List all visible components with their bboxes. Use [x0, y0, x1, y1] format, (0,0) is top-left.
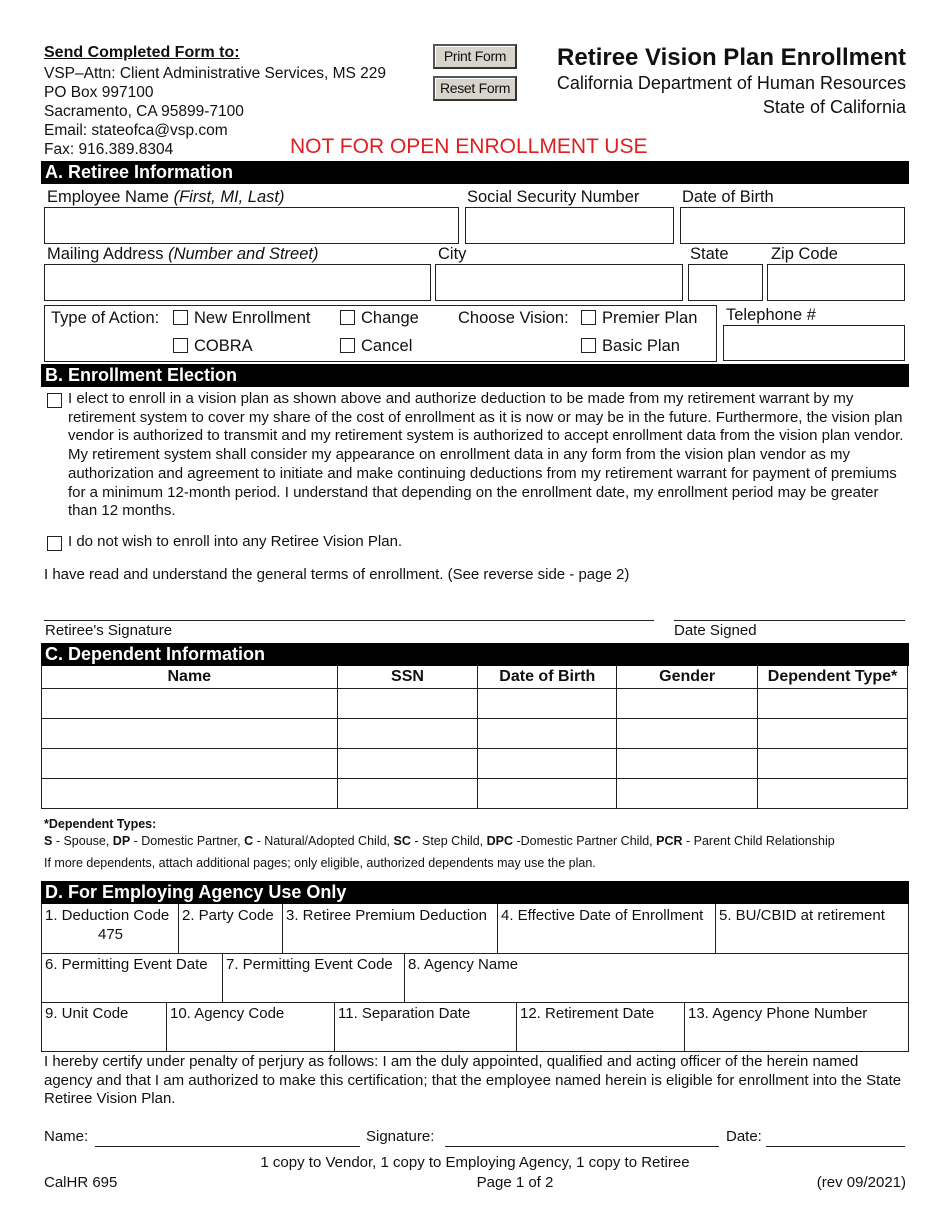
dep-ssn-cell[interactable]: [337, 718, 478, 748]
basic-plan-option[interactable]: Basic Plan: [581, 337, 680, 356]
col-dob: Date of Birth: [478, 666, 617, 688]
section-c-header: C. Dependent Information: [41, 643, 909, 666]
zip-field[interactable]: [767, 264, 905, 301]
copy-distribution: 1 copy to Vendor, 1 copy to Employing Agency, 1 copy to Retiree: [260, 1154, 690, 1171]
address-line: VSP–Attn: Client Administrative Services, MS 229: [44, 65, 387, 82]
table-row: [42, 778, 908, 808]
dep-dob-cell[interactable]: [478, 748, 617, 778]
agency-row-2: [41, 953, 909, 1003]
address-line: Sacramento, CA 95899-7100: [44, 103, 244, 120]
dep-name-cell[interactable]: [42, 778, 338, 808]
premier-plan-checkbox[interactable]: [581, 310, 596, 325]
print-form-button[interactable]: Print Form: [433, 44, 517, 69]
more-dependents-note: If more dependents, attach additional pages; only eligible, authorized dependents may use the plan.: [44, 856, 596, 870]
change-option[interactable]: Change: [340, 309, 419, 328]
dependent-types-legend: S - Spouse, DP - Domestic Partner, C - Natural/Adopted Child, SC - Step Child, DPC -Domestic Partner Child, PCR - Parent Child Relationship: [44, 834, 835, 848]
telephone-label: Telephone #: [726, 306, 816, 324]
dep-gender-cell[interactable]: [617, 778, 758, 808]
date-signed-line[interactable]: [674, 620, 905, 621]
date-signed-label: Date Signed: [674, 622, 757, 639]
department-subtitle: [557, 71, 906, 119]
col-name: Name: [42, 666, 338, 688]
dep-ssn-cell[interactable]: [337, 748, 478, 778]
form-id: CalHR 695: [44, 1174, 118, 1191]
dep-ssn-cell[interactable]: [337, 688, 478, 718]
premier-plan-option[interactable]: Premier Plan: [581, 309, 697, 328]
table-row: [42, 718, 908, 748]
retiree-signature-label: Retiree's Signature: [45, 622, 173, 639]
section-b-header: B. Enrollment Election: [41, 364, 909, 387]
decline-enroll-checkbox[interactable]: [47, 536, 62, 551]
address-line: Fax: 916.389.8304: [44, 141, 174, 158]
separation-date-field[interactable]: 11. Separation Date: [335, 1002, 517, 1051]
mailing-address-label: Mailing Address (Number and Street): [47, 245, 319, 263]
dependent-table-header: [42, 666, 908, 688]
col-ssn: SSN: [337, 666, 478, 688]
ssn-field[interactable]: [465, 207, 674, 244]
city-field[interactable]: [435, 264, 683, 301]
ssn-label: Social Security Number: [467, 188, 640, 206]
dep-type-cell[interactable]: [758, 778, 908, 808]
permitting-event-code-field[interactable]: 7. Permitting Event Code: [223, 953, 405, 1002]
agency-row-1: [41, 904, 909, 954]
telephone-field[interactable]: [723, 325, 905, 361]
agency-code-field[interactable]: 10. Agency Code: [167, 1002, 335, 1051]
send-to-title: Send Completed Form to:: [44, 44, 240, 61]
dependent-types-title: *Dependent Types:: [44, 817, 157, 831]
dep-dob-cell[interactable]: [478, 778, 617, 808]
section-a-header: A. Retiree Information: [41, 161, 909, 184]
elect-enroll-text: I elect to enroll in a vision plan as shown above and authorize deduction to be made from my retirement warrant by my retirement system to cover my share of the cost of enrollment as it is now or may be in the future. Furthermore, the vision plan vendor is authorized to transmit and my retirement system is authorized to accept enrollment data from the vision plan vendor. My retirement system shall consider my appearance on enrollment data in any form from the vision plan vendor as my authorization and agreement to initiate and make continuing deductions from my retirement warrant for payment of premiums for a minimum 12-month period. I understand that depending on the enrollment date, my enrollment period may be greater than 12 months.: [68, 390, 904, 520]
deduction-code-value: 475: [98, 926, 124, 943]
dob-label: Date of Birth: [682, 188, 774, 206]
effective-date-field[interactable]: 4. Effective Date of Enrollment: [498, 904, 716, 953]
dep-gender-cell[interactable]: [617, 718, 758, 748]
permitting-event-date-field[interactable]: 6. Permitting Event Date: [42, 953, 223, 1002]
certification-text: I hereby certify under penalty of perjury as follows: I am the duly appointed, qualified and acting officer of the herein named agency and that I am authorized to make this certification; that the employee named herein is eligible for enrollment into the State Retiree Vision Plan.: [44, 1053, 902, 1108]
dep-ssn-cell[interactable]: [337, 778, 478, 808]
decline-enroll-text: I do not wish to enroll into any Retiree Vision Plan.: [68, 533, 403, 550]
deduction-code-field[interactable]: 1. Deduction Code 475: [42, 904, 179, 953]
mailing-address-field[interactable]: [44, 264, 431, 301]
agency-name-line[interactable]: [95, 1146, 360, 1147]
bu-cbid-field[interactable]: 5. BU/CBID at retirement: [716, 904, 909, 953]
employee-name-field[interactable]: [44, 207, 459, 244]
state-label: State: [690, 245, 729, 263]
change-checkbox[interactable]: [340, 310, 355, 325]
section-d-header: D. For Employing Agency Use Only: [41, 881, 909, 904]
state-field[interactable]: [688, 264, 763, 301]
choose-vision-label: Choose Vision:: [458, 309, 569, 327]
dependent-table: [41, 666, 908, 809]
dep-gender-cell[interactable]: [617, 748, 758, 778]
cancel-option[interactable]: Cancel: [340, 337, 412, 356]
dep-type-cell[interactable]: [758, 688, 908, 718]
city-label: City: [438, 245, 467, 263]
page-number: Page 1 of 2: [476, 1174, 554, 1191]
agency-name-sig-label: Name:: [44, 1128, 89, 1145]
zip-label: Zip Code: [771, 245, 838, 263]
dob-field[interactable]: [680, 207, 905, 244]
dep-dob-cell[interactable]: [478, 688, 617, 718]
type-of-action-label: Type of Action:: [51, 309, 160, 327]
cobra-option[interactable]: COBRA: [173, 337, 253, 356]
address-line: Email: stateofca@vsp.com: [44, 122, 228, 139]
party-code-field[interactable]: 2. Party Code: [179, 904, 283, 953]
dep-name-cell[interactable]: [42, 748, 338, 778]
cobra-checkbox[interactable]: [173, 338, 188, 353]
address-line: PO Box 997100: [44, 84, 154, 101]
agency-date-label: Date:: [726, 1128, 762, 1145]
dep-name-cell[interactable]: [42, 688, 338, 718]
unit-code-field[interactable]: 9. Unit Code: [42, 1002, 167, 1051]
cancel-checkbox[interactable]: [340, 338, 355, 353]
col-dependent-type: Dependent Type*: [758, 666, 908, 688]
read-terms-text: I have read and understand the general terms of enrollment. (See reverse side - page 2): [44, 566, 630, 583]
retirement-date-field[interactable]: 12. Retirement Date: [517, 1002, 685, 1051]
dep-gender-cell[interactable]: [617, 688, 758, 718]
open-enrollment-notice: NOT FOR OPEN ENROLLMENT USE: [290, 135, 648, 158]
dep-name-cell[interactable]: [42, 718, 338, 748]
dep-type-cell[interactable]: [758, 748, 908, 778]
agency-signature-label: Signature:: [366, 1128, 435, 1145]
department-name: California Department of Human Resources: [556, 73, 906, 93]
elect-enroll-checkbox[interactable]: [47, 393, 62, 408]
agency-date-line[interactable]: [766, 1146, 905, 1147]
dep-type-cell[interactable]: [758, 718, 908, 748]
employee-name-label: Employee Name (First, MI, Last): [47, 188, 285, 206]
table-row: [42, 748, 908, 778]
reset-form-button[interactable]: Reset Form: [433, 76, 517, 101]
agency-name-field[interactable]: 8. Agency Name: [405, 953, 909, 1002]
new-enrollment-checkbox[interactable]: [173, 310, 188, 325]
agency-phone-field[interactable]: 13. Agency Phone Number: [685, 1002, 909, 1051]
state-name: State of California: [762, 97, 906, 117]
col-gender: Gender: [617, 666, 758, 688]
retiree-signature-line[interactable]: [44, 620, 654, 621]
agency-signature-line[interactable]: [445, 1146, 719, 1147]
premium-deduction-field[interactable]: 3. Retiree Premium Deduction: [283, 904, 498, 953]
agency-row-3: [41, 1002, 909, 1052]
table-row: [42, 688, 908, 718]
form-title: Retiree Vision Plan Enrollment: [557, 44, 906, 71]
dep-dob-cell[interactable]: [478, 718, 617, 748]
basic-plan-checkbox[interactable]: [581, 338, 596, 353]
new-enrollment-option[interactable]: New Enrollment: [173, 309, 310, 328]
revision-date: (rev 09/2021): [816, 1174, 906, 1191]
